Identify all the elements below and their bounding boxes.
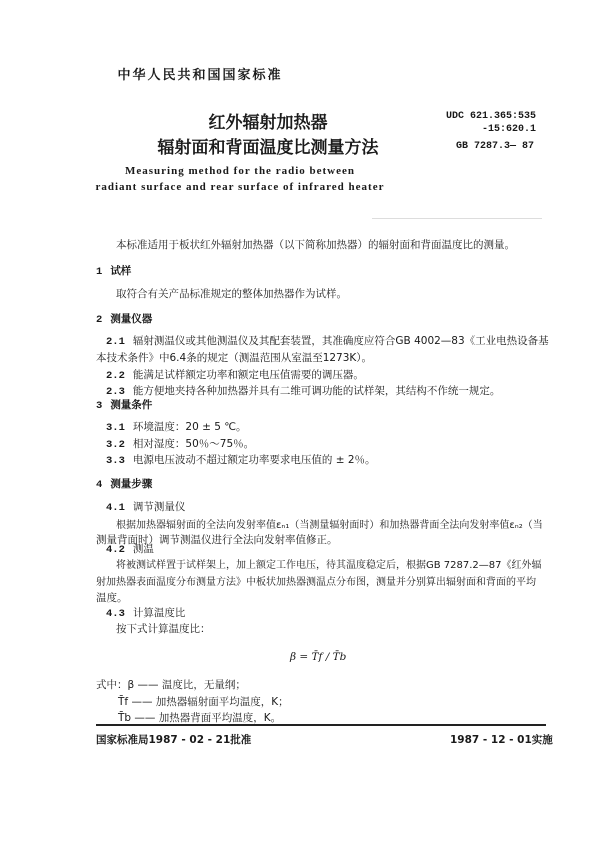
clause-title: 测温 <box>132 543 154 555</box>
clause-text: 辐射测温仪或其他测温仪及其配套装置，其准确度应符合GB 4002—83《工业电热设备基 <box>132 335 549 347</box>
section-3-heading <box>96 397 152 412</box>
clause-number: 3.2 <box>106 439 125 451</box>
clause-title: 调节测量仪 <box>132 501 186 513</box>
clause-4-3-text: 按下式计算温度比： <box>116 623 211 635</box>
standard-number: GB 7287.3— 87 <box>456 141 535 152</box>
clause-4-2-text: 将被测试样置于试样架上，加上额定工作电压，待其温度稳定后，根据GB 7287.2—87《红外辐 <box>116 560 542 571</box>
clause-text: 相对湿度：50％～75％。 <box>132 438 255 450</box>
clause-text: 电源电压波动不超过额定功率要求电压值的 ± 2％。 <box>132 454 376 466</box>
clause-2-1-cont: 本技术条件》中6.4条的规定（测温范围从室温至1273K）。 <box>96 352 373 364</box>
section-title: 试样 <box>110 265 132 277</box>
clause-number: 2.1 <box>106 336 125 348</box>
section-1-heading <box>96 263 131 278</box>
section-1-text: 取符合有关产品标准规定的整体加热器作为试样。 <box>116 288 347 300</box>
clause-3-1 <box>106 419 247 434</box>
divider <box>372 218 542 219</box>
udc-line-1: UDC 621.365:535 <box>446 111 537 122</box>
effective-date: 1987 - 12 - 01实施 <box>450 734 553 746</box>
section-number: 2 <box>96 314 103 326</box>
clause-4-2-text-cont: 射加热器表面温度分布测量方法》中板状加热器测温点分布图，测量并分别算出辐射面和背面的平均 <box>96 577 536 588</box>
clause-2-1 <box>106 333 549 348</box>
section-number: 1 <box>96 266 103 278</box>
clause-4-2 <box>106 541 154 556</box>
footer-rule <box>96 724 546 726</box>
english-title-line-2: radiant surface and rear surface of infrared heater <box>95 181 385 193</box>
udc-code <box>446 110 536 136</box>
clause-2-3 <box>106 383 500 398</box>
section-title: 测量条件 <box>110 399 153 411</box>
intro-text: 本标准适用于板状红外辐射加热器（以下简称加热器）的辐射面和背面温度比的测量。 <box>116 239 515 251</box>
definition-tb: T̄b —— 加热器背面平均温度，K。 <box>118 712 282 724</box>
clause-text: 环境温度：20 ± 5 ℃。 <box>132 421 247 433</box>
section-title: 测量步骤 <box>110 478 153 490</box>
section-2-heading <box>96 311 152 326</box>
clause-number: 3.3 <box>106 455 125 467</box>
clause-4-1-text: 根据加热器辐射面的全法向发射率值εₙ₁（当测量辐射面时）和加热器背面全法向发射率值εₙ₂（当 <box>116 520 543 531</box>
section-number: 4 <box>96 479 103 491</box>
clause-2-2 <box>106 367 364 382</box>
definition-tf: T̄f —— 加热器辐射面平均温度，K； <box>118 696 289 708</box>
issuer-heading: 中华人民共和国国家标准 <box>117 68 283 83</box>
clause-4-1-text-cont: 测量背面时）调节测温仪进行全法向发射率值修正。 <box>96 534 338 546</box>
formula: β = T̄f / T̄b <box>290 651 347 663</box>
clause-3-3 <box>106 452 376 467</box>
clause-number: 2.3 <box>106 386 125 398</box>
title-line-2: 辐射面和背面温度比测量方法 <box>157 138 379 158</box>
clause-3-2 <box>106 436 254 451</box>
clause-title: 计算温度比 <box>132 607 186 619</box>
clause-number: 2.2 <box>106 370 125 382</box>
section-number: 3 <box>96 400 103 412</box>
clause-number: 4.2 <box>106 544 125 556</box>
section-4-heading <box>96 476 152 491</box>
english-title-line-1: Measuring method for the radio between <box>125 165 355 177</box>
title-line-1: 红外辐射加热器 <box>208 113 328 133</box>
udc-line-2: -15:620.1 <box>482 124 537 135</box>
clause-number: 4.1 <box>106 502 125 514</box>
clause-number: 4.3 <box>106 608 125 620</box>
clause-text: 能方便地夹持各种加热器并具有二维可调功能的试样架，其结构不作统一规定。 <box>132 385 501 397</box>
approval-date: 国家标准局1987 - 02 - 21批准 <box>96 734 252 746</box>
clause-4-1 <box>106 499 185 514</box>
clause-text: 能满足试样额定功率和额定电压值需要的调压器。 <box>132 369 364 381</box>
where-clause: 式中：β —— 温度比，无量纲； <box>96 679 246 691</box>
clause-number: 3.1 <box>106 422 125 434</box>
clause-4-3 <box>106 605 185 620</box>
clause-4-2-text-end: 温度。 <box>96 592 128 604</box>
section-title: 测量仪器 <box>110 313 153 325</box>
